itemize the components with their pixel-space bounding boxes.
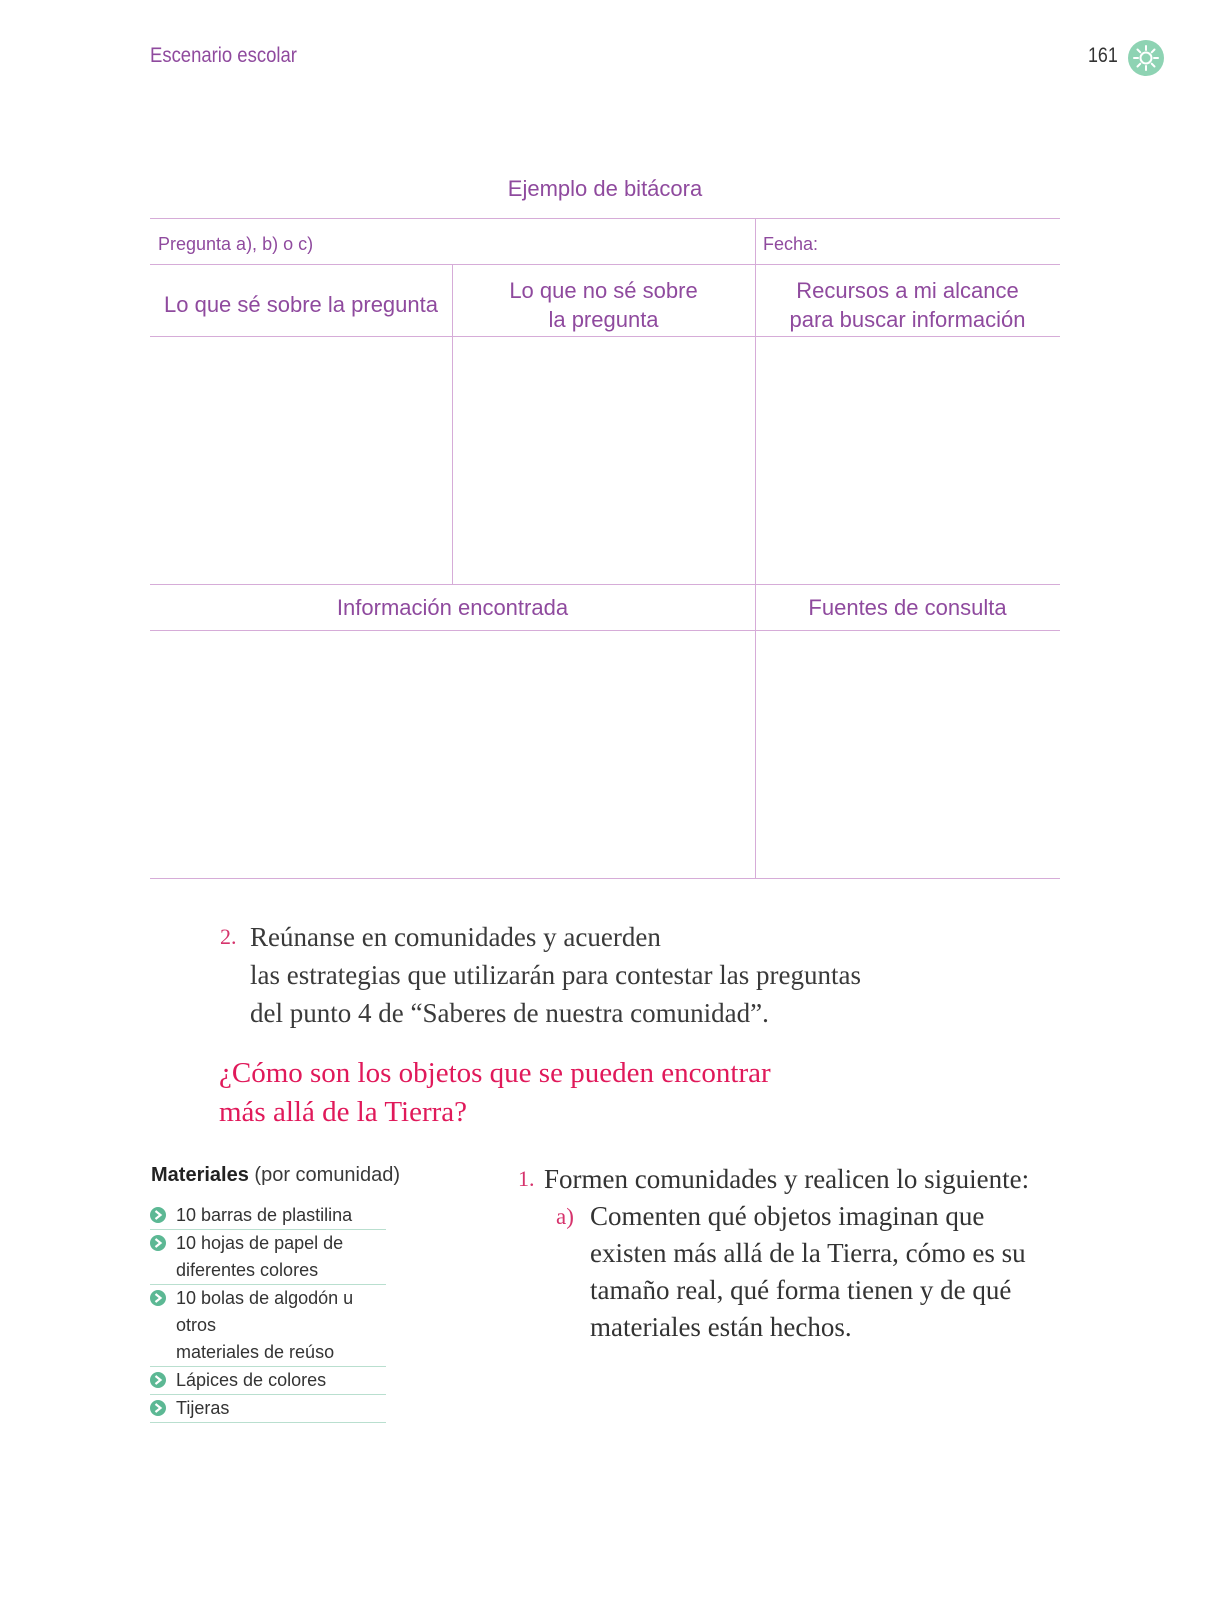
chevron-right-icon xyxy=(150,1290,166,1306)
sun-gear-icon xyxy=(1128,40,1164,76)
list-item: 10 barras de plastilina xyxy=(150,1202,386,1230)
substep-label: a) xyxy=(556,1204,574,1229)
column-header-unknown: Lo que no sé sobre la pregunta xyxy=(509,278,698,332)
column-header-sources: Fuentes de consulta xyxy=(808,595,1007,620)
step-number: 1. xyxy=(518,1166,535,1191)
running-header: Escenario escolar xyxy=(150,44,297,67)
list-item: 10 hojas de papel de diferentes colores xyxy=(150,1230,386,1285)
list-item: Lápices de colores xyxy=(150,1367,386,1395)
question-field-label: Pregunta a), b) o c) xyxy=(158,234,314,254)
chevron-right-icon xyxy=(150,1400,166,1416)
list-item: Tijeras xyxy=(150,1395,386,1423)
chevron-right-icon xyxy=(150,1372,166,1388)
page-number: 161 xyxy=(1088,44,1118,67)
chevron-right-icon xyxy=(150,1235,166,1251)
materials-list xyxy=(150,1202,386,1423)
step-number: 2. xyxy=(220,924,237,949)
log-table-title: Ejemplo de bitácora xyxy=(507,176,703,201)
column-header-resources: Recursos a mi alcance para buscar información xyxy=(789,278,1026,332)
column-header-found-info: Información encontrada xyxy=(336,595,569,620)
materials-title: Materiales (por comunidad) xyxy=(151,1164,401,1186)
section-heading: ¿Cómo son los objetos que se pueden encontrar más allá de la Tierra? xyxy=(219,1057,771,1128)
chevron-right-icon xyxy=(150,1207,166,1223)
list-item: 10 bolas de algodón u otros materiales de reúso xyxy=(150,1285,386,1367)
column-header-known: Lo que sé sobre la pregunta xyxy=(164,292,438,317)
date-field-label: Fecha: xyxy=(763,234,819,254)
